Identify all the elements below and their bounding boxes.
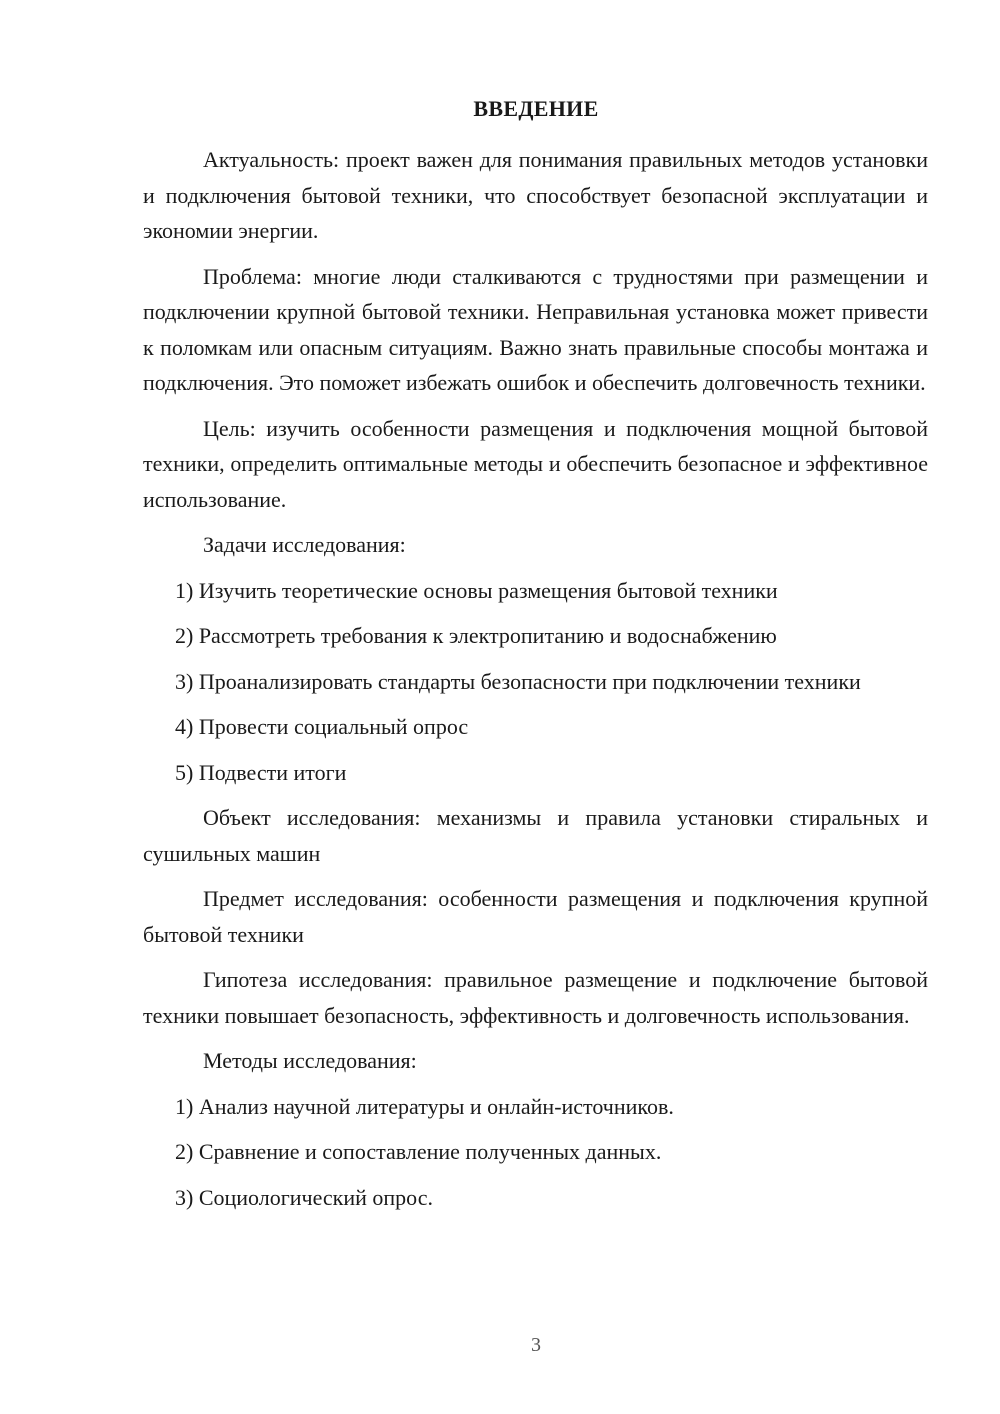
- subject-paragraph: Предмет исследования: особенности размещения и подключения крупной бытовой техники: [143, 886, 928, 947]
- task-item: 5) Подвести итоги: [175, 759, 347, 785]
- task-item: 2) Рассмотреть требования к электропитанию и водоснабжению: [175, 623, 777, 648]
- method-item: 3) Социологический опрос.: [175, 1184, 433, 1210]
- relevance-paragraph: Актуальность: проект важен для понимания правильных методов установки и подключения бытовой техники, что способствует безопасной эксплуатации и экономии энергии.: [143, 147, 928, 243]
- method-item: 1) Анализ научной литературы и онлайн-источников.: [175, 1093, 674, 1119]
- page-number: 3: [531, 1334, 541, 1356]
- object-paragraph: Объект исследования: механизмы и правила установки стиральных и сушильных машин: [143, 805, 928, 866]
- tasks-heading: Задачи исследования:: [203, 532, 406, 557]
- methods-heading: Методы исследования:: [203, 1048, 417, 1073]
- task-item: 1) Изучить теоретические основы размещения бытовой техники: [175, 577, 778, 603]
- task-item: 4) Провести социальный опрос: [175, 714, 469, 739]
- document-body: [143, 142, 928, 1225]
- hypothesis-paragraph: Гипотеза исследования: правильное размещение и подключение бытовой техники повышает безопасность, эффективность и долговечность использования.: [143, 967, 928, 1028]
- problem-paragraph: Проблема: многие люди сталкиваются с трудностями при размещении и подключении крупной бытовой техники. Неправильная установка может привести к поломкам или опасным ситуациям. Важно знать правильные способы монтажа и подключения. Это поможет избежать ошибок и обеспечить долговечность техники.: [143, 263, 928, 395]
- task-item: 3) Проанализировать стандарты безопасности при подключении техники: [175, 668, 861, 694]
- section-title: ВВЕДЕНИЕ: [473, 96, 599, 121]
- goal-paragraph: Цель: изучить особенности размещения и подключения мощной бытовой техники, определить оптимальные методы и обеспечить безопасное и эффективное использование.: [143, 415, 928, 512]
- method-item: 2) Сравнение и сопоставление полученных данных.: [175, 1139, 662, 1164]
